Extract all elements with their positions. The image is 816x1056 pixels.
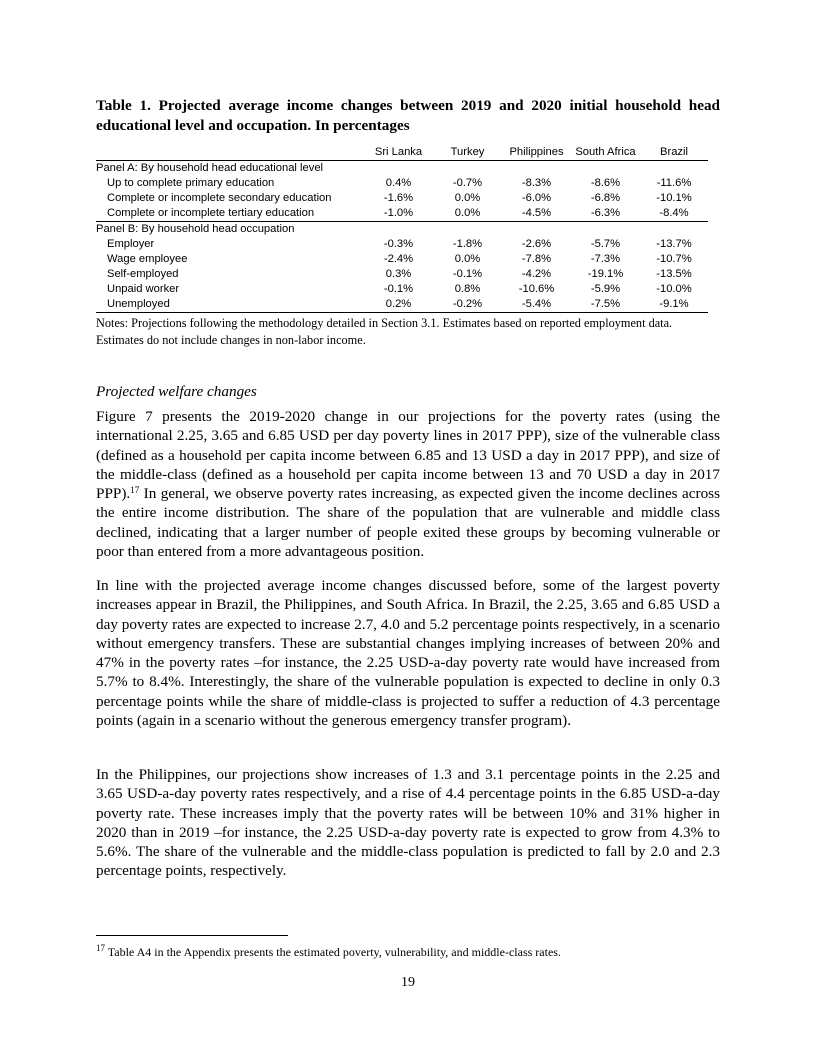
column-header: South Africa xyxy=(571,145,640,161)
table-cell: -8.3% xyxy=(521,177,552,189)
paragraph-text: In general, we observe poverty rates increasing, as expected given the income declines across the entire income distribution. The share of the population that are vulnerable and middle class declined, indicating that a larger number of people exited these groups by becoming vulnerable or poor than entered from a more advantageous position. xyxy=(96,485,720,561)
panel-heading-row xyxy=(96,161,708,177)
table-cell: 0.3% xyxy=(385,268,412,280)
table-cell: -5.9% xyxy=(590,283,621,295)
table-cell: -1.6% xyxy=(383,192,414,204)
table-cell: -7.8% xyxy=(521,253,552,265)
table-cell: 0.2% xyxy=(364,297,433,313)
table-cell: -13.7% xyxy=(656,238,692,250)
panel-b-heading: Panel B: By household head occupation xyxy=(96,222,708,238)
table-cell: -0.7% xyxy=(452,177,483,189)
table-row xyxy=(96,267,708,282)
table-cell: 0.4% xyxy=(385,177,412,189)
column-header: Brazil xyxy=(640,145,708,161)
row-label: Up to complete primary education xyxy=(107,177,275,189)
table-row xyxy=(96,206,708,222)
table-cell: -7.3% xyxy=(590,253,621,265)
table-cell: -13.5% xyxy=(656,268,692,280)
table-cell: -8.6% xyxy=(590,177,621,189)
table-cell: -2.6% xyxy=(521,238,552,250)
table-cell: -6.0% xyxy=(521,192,552,204)
table-notes: Notes: Projections following the methodology detailed in Section 3.1. Estimates based on reported employment data. Estimates do not include changes in non-labor income. xyxy=(96,316,673,347)
row-label: Employer xyxy=(107,238,155,250)
table-cell: -6.8% xyxy=(590,192,621,204)
row-label: Self-employed xyxy=(107,268,179,280)
row-label: Unpaid worker xyxy=(107,283,180,295)
table-row xyxy=(96,191,708,206)
row-label: Wage employee xyxy=(107,253,188,265)
table-cell: -10.0% xyxy=(656,283,692,295)
footnote-text: Table A4 in the Appendix presents the estimated poverty, vulnerability, and middle-class rates. xyxy=(105,945,561,959)
footnote-divider xyxy=(96,935,288,936)
table-cell: 0.0% xyxy=(454,253,481,265)
table-row xyxy=(96,282,708,297)
table-cell: -10.6% xyxy=(518,283,555,295)
table-cell: -5.4% xyxy=(502,297,571,313)
row-label: Complete or incomplete tertiary education xyxy=(107,207,315,219)
table-cell: 0.8% xyxy=(454,283,481,295)
table-cell: -0.3% xyxy=(383,238,414,250)
page-number: 19 xyxy=(401,975,415,990)
table-cell: -1.8% xyxy=(452,238,483,250)
row-label: Unemployed xyxy=(96,297,364,313)
table-header-row xyxy=(96,145,708,161)
table-row xyxy=(96,252,708,267)
table-cell: -9.1% xyxy=(640,297,708,313)
header-blank xyxy=(96,145,364,161)
table-cell: -0.2% xyxy=(433,297,502,313)
table-cell: -2.4% xyxy=(383,253,414,265)
table-cell: -7.5% xyxy=(571,297,640,313)
table-cell: -6.3% xyxy=(590,207,621,219)
table-cell: 0.0% xyxy=(454,207,481,219)
column-header: Turkey xyxy=(433,145,502,161)
table-cell: -4.2% xyxy=(521,268,552,280)
paragraph: In line with the projected average income changes discussed before, some of the largest poverty increases appear in Brazil, the Philippines, and South Africa. In Brazil, the 2.25, 3.65 and 6.85 USD a day poverty rates are expected to increase 2.7, 4.0 and 5.2 percentage points respectively, in a scenario without emergency transfers. These are substantial changes implying increases of between 20% and 47% in the poverty rates –for instance, the 2.25 USD-a-day poverty rate would have increased from 5.7% to 8.4%. Interestingly, the share of the vulnerable population is expected to decline in only 0.3 percentage points while the share of middle-class is projected to suffer a reduction of 4.3 percentage points (again in a scenario without the generous emergency transfer program). xyxy=(96,577,720,730)
table-cell: -0.1% xyxy=(383,283,414,295)
row-label: Complete or incomplete secondary education xyxy=(107,192,332,204)
paragraph-text: Figure 7 presents the 2019-2020 change in our projections for the poverty rates (using the international 2.25, 3.65 and 6.85 USD per day poverty lines in 2017 PPP), size of the vulnerable class (defined as a household per capita income between 6.85 and 13 USD a day in 2017 PPP), and size of the middle-class (defined as a household per capita income between 13 and 70 USD a day in 2017 PPP). xyxy=(96,408,720,503)
table-cell: -0.1% xyxy=(452,268,483,280)
table-row xyxy=(96,176,708,191)
table-title: Table 1. Projected average income changes between 2019 and 2020 initial household head educational level and occupation. In percentages xyxy=(96,97,720,134)
table-cell: -10.1% xyxy=(656,192,692,204)
paragraph xyxy=(96,407,720,561)
footnote-marker: 17 xyxy=(96,943,105,953)
table-cell: -10.7% xyxy=(656,253,692,265)
table-cell: -4.5% xyxy=(521,207,552,219)
panel-heading-row xyxy=(96,222,708,238)
table-cell: -1.0% xyxy=(383,207,414,219)
column-header: Philippines xyxy=(502,145,571,161)
income-changes-table xyxy=(96,145,708,313)
table-row xyxy=(96,237,708,252)
column-header: Sri Lanka xyxy=(364,145,433,161)
footnote-reference: 17 xyxy=(130,485,140,496)
table-cell: -8.4% xyxy=(659,207,689,219)
panel-a-heading: Panel A: By household head educational level xyxy=(96,162,324,174)
footnote xyxy=(96,944,720,960)
table-row xyxy=(96,297,708,313)
section-heading: Projected welfare changes xyxy=(96,383,257,400)
table-cell: -11.6% xyxy=(656,177,692,189)
paragraph: In the Philippines, our projections show increases of 1.3 and 3.1 percentage points in the 2.25 and 3.65 USD-a-day poverty rates respectively, and a rise of 4.4 percentage points in the 6.85 USD-a-day poverty rate. These increases imply that the poverty rates will be between 10% and 31% higher in 2020 than in 2019 –for instance, the 2.25 USD-a-day poverty rate is expected to grow from 4.3% to 5.6%. The share of the vulnerable and the middle-class population is predicted to fall by 2.0 and 2.3 percentage points, respectively. xyxy=(96,766,720,880)
table-cell: 0.0% xyxy=(454,192,481,204)
table-cell: -19.1% xyxy=(587,268,624,280)
table-cell: -5.7% xyxy=(590,238,621,250)
